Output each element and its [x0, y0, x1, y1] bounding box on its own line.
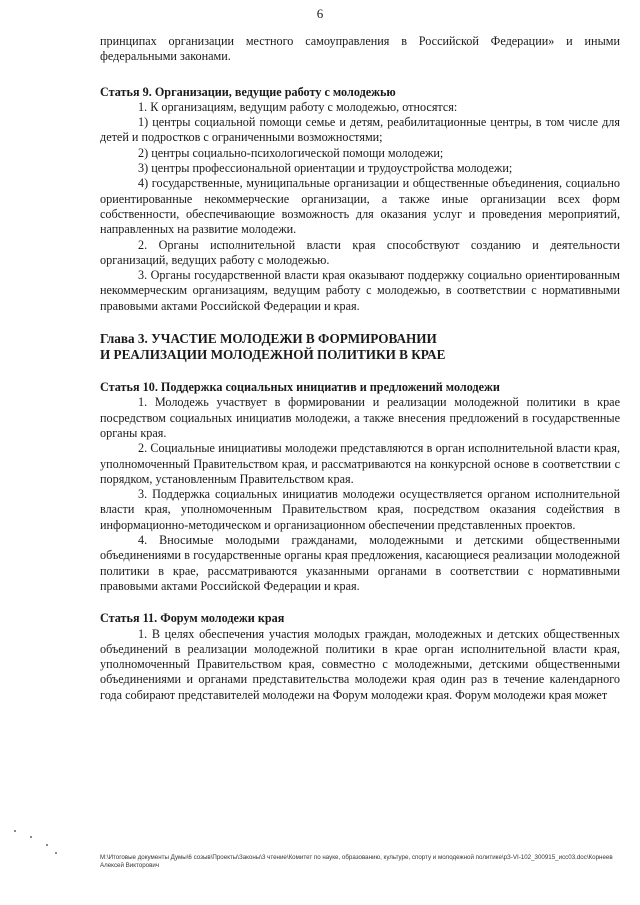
article-9-item-1: 1) центры социальной помощи семье и детям, реабилитационные центры, в том числе для детей и подростков с ограниченными возможностями;: [100, 115, 620, 145]
page-number: 6: [316, 6, 324, 21]
document-body: [100, 34, 620, 703]
article-11-paragraph-1: 1. В целях обеспечения участия молодых граждан, молодежных и детских общественных объединений в реализации молодежной политики в крае орган исполнительной власти края, уполномоченный Правительством края, совместно с молодежными, детскими общественными объединениями и органами представительства молодежи края один раз в течение календарного года собирают представителей молодежи на Форум молодежи края. Форум молодежи края может: [100, 626, 620, 702]
article-9-paragraph-1: 1. К организациям, ведущим работу с молодежью, относятся:: [138, 99, 458, 114]
article-10-paragraph-4: 4. Вносимые молодыми гражданами, молодежными и детскими общественными объединениями в государственные органы края предложения, касающиеся реализации молодежной политики в крае, рассматриваются указанными органами в соответствии с нормативными правовыми актами Российской Федерации и края.: [100, 533, 620, 593]
article-10-paragraph-3: 3. Поддержка социальных инициатив молодежи осуществляется органом исполнительной власти края, уполномоченным Правительством края, посредством оказания содействия в информационно-методическом и организационном обеспечении представленных проектов.: [100, 487, 620, 532]
footer-file-path: M:\Итоговые документы Думы\6 созыв\Проекты\Законы\3 чтение\Комитет по науке, образованию, культуре, спорту и молодежной политике\рЗ-VI-102_300915_исс03.doc\Корнеев Алексей Викторович: [100, 854, 613, 869]
scan-speck: [14, 830, 16, 832]
chapter-3-title-line-1: Глава 3. УЧАСТИЕ МОЛОДЕЖИ В ФОРМИРОВАНИИ: [100, 331, 437, 347]
article-10-paragraph-2: 2. Социальные инициативы молодежи представляются в орган исполнительной власти края, уполномоченный Правительством края, и рассматриваются на конкурсной основе в соответствии с порядком, установленным Правительством края.: [100, 441, 620, 486]
article-9-item-4: 4) государственные, муниципальные организации и общественные объединения, социально ориентированные некоммерческие организации, а также иные организации всех форм собственности, обеспечивающие возможность для оказания услуг и проведения мероприятий, направленных на развитие молодежи.: [100, 176, 620, 237]
article-9-paragraph-3: 3. Органы государственной власти края оказывают поддержку социально ориентированным некоммерческим организациям, ведущим работу с молодежью, в соответствии с нормативными правовыми актами Российской Федерации и края.: [100, 268, 620, 313]
article-9-paragraph-2: 2. Органы исполнительной власти края способствуют созданию и деятельности организаций, ведущих работу с молодежью.: [100, 237, 620, 267]
scan-speck: [55, 852, 57, 854]
continuation-paragraph: принципах организации местного самоуправления в Российской Федерации» и иными федеральными законами.: [100, 34, 620, 64]
article-10-paragraph-1: 1. Молодежь участвует в формировании и реализации молодежной политики в крае посредством социальных инициатив молодежи, а также внесения предложений в государственные органы края.: [100, 395, 620, 440]
article-10-title: Статья 10. Поддержка социальных инициатив и предложений молодежи: [100, 380, 500, 395]
article-9-item-2: 2) центры социально-психологической помощи молодежи;: [138, 145, 444, 160]
article-9-item-3: 3) центры профессиональной ориентации и трудоустройства молодежи;: [138, 161, 513, 176]
scan-speck: [30, 836, 32, 838]
chapter-3-title-line-2: И РЕАЛИЗАЦИИ МОЛОДЕЖНОЙ ПОЛИТИКИ В КРАЕ: [100, 347, 446, 363]
scan-speck: [46, 844, 48, 846]
article-11-title: Статья 11. Форум молодежи края: [100, 611, 285, 626]
article-9-title: Статья 9. Организации, ведущие работу с молодежью: [100, 84, 396, 99]
